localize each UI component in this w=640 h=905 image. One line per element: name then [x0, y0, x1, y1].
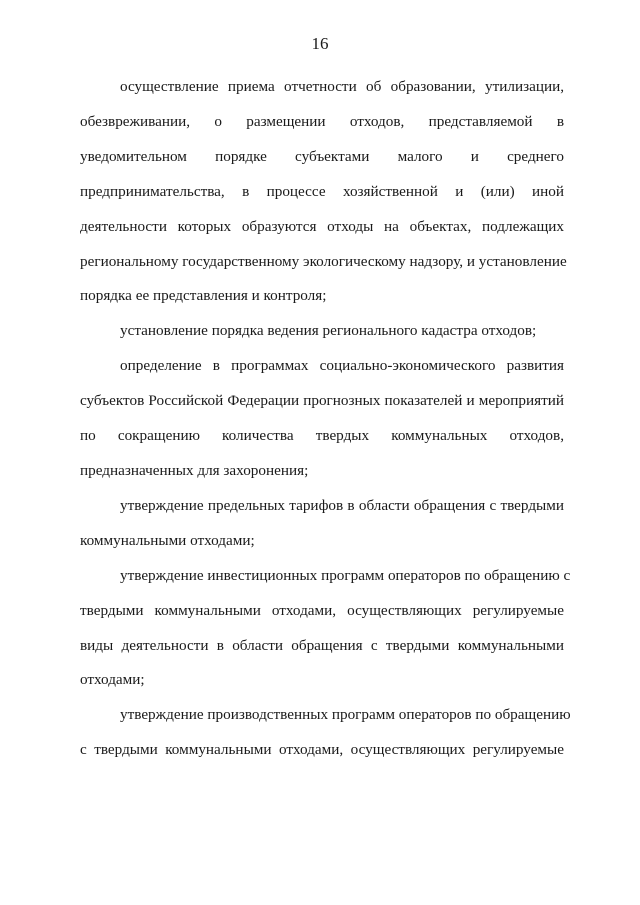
paragraph-tariffs: [80, 489, 564, 559]
text-line: утверждение производственных программ операторов по обращению: [120, 706, 571, 724]
text-line: обезвреживании, о размещении отходов, представляемой в: [80, 112, 564, 130]
paragraph-cadastre: [80, 314, 564, 349]
paragraph-programs: [80, 349, 564, 489]
text-line: утверждение предельных тарифов в области обращения с твердыми: [120, 496, 564, 514]
text-line: по сокращению количества твердых коммунальных отходов,: [80, 427, 564, 445]
text-line: осуществление приема отчетности об образовании, утилизации,: [120, 78, 564, 95]
text-line: отходами;: [80, 671, 145, 689]
page-number: 16: [311, 34, 329, 53]
document-body: [80, 70, 571, 768]
text-line: субъектов Российской Федерации прогнозных показателей и мероприятий: [80, 392, 564, 410]
text-line: порядка ее представления и контроля;: [80, 287, 327, 305]
text-line: установление порядка ведения регионального кадастра отходов;: [120, 322, 537, 340]
text-line: утверждение инвестиционных программ операторов по обращению с: [120, 566, 571, 584]
text-line: предпринимательства, в процессе хозяйственной и (или) иной: [80, 182, 564, 200]
text-line: предназначенных для захоронения;: [80, 461, 309, 479]
text-line: деятельности которых образуются отходы на объектах, подлежащих: [80, 217, 564, 235]
text-line: с твердыми коммунальными отходами, осуществляющих регулируемые: [80, 741, 564, 759]
paragraph-production-programs: [80, 698, 571, 768]
text-line: виды деятельности в области обращения с твердыми коммунальными: [80, 636, 564, 654]
paragraph-investment-programs: [80, 559, 571, 699]
text-line: твердыми коммунальными отходами, осуществляющих регулируемые: [80, 601, 564, 619]
text-line: региональному государственному экологическому надзору, и установление: [80, 252, 567, 270]
text-line: коммунальными отходами;: [80, 531, 255, 549]
text-line: определение в программах социально-экономического развития: [120, 357, 564, 375]
text-line: уведомительном порядке субъектами малого и среднего: [80, 147, 564, 165]
paragraph-reporting: [80, 70, 567, 314]
